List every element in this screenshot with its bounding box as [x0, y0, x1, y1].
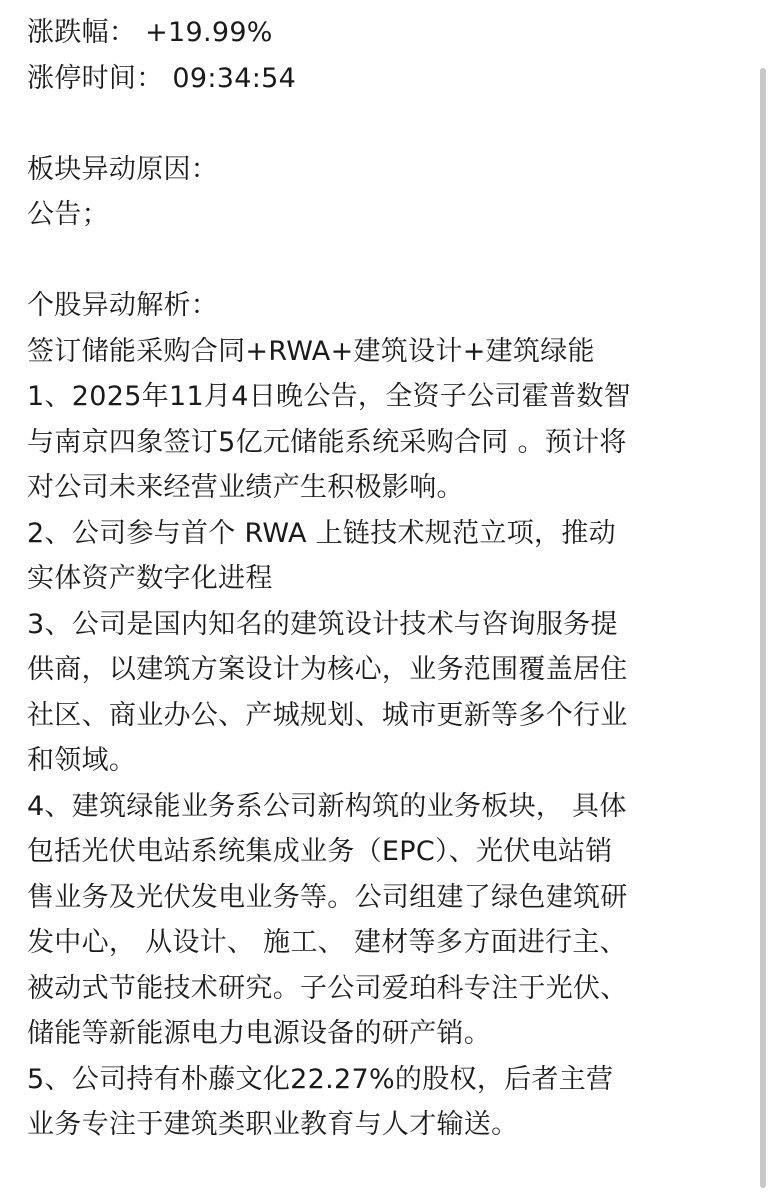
analysis-title: 个股异动解析：	[27, 290, 219, 321]
spacer	[27, 238, 749, 284]
analysis-line: 包括光伏电站系统集成业务（EPC）、光伏电站销	[27, 836, 613, 867]
analysis-line: 社区、商业办公、产城规划、城市更新等多个行业	[27, 699, 628, 731]
analysis-line: 4、建筑绿能业务系公司新构筑的业务板块， 具体	[27, 790, 627, 822]
analysis-line: 与南京四象签订5亿元储能系统采购合同 。预计将	[27, 426, 627, 458]
analysis-line: 发中心， 从设计、 施工、 建材等多方面进行主、	[27, 927, 627, 958]
scrollbar[interactable]	[760, 68, 766, 1188]
sector-reason: 公告；	[27, 199, 109, 230]
analysis-line: 实体资产数字化进程	[27, 563, 273, 594]
analysis-line: 对公司未来经营业绩产生积极影响。	[27, 472, 464, 503]
analysis-summary: 签订储能采购合同+RWA+建筑设计+建筑绿能	[27, 335, 595, 367]
analysis-line: 3、公司是国内知名的建筑设计技术与咨询服务提	[27, 608, 618, 640]
analysis-line: 1、2025年11月4日晚公告，全资子公司霍普数智	[27, 381, 631, 412]
limit-up-time: 涨停时间： 09:34:54	[27, 62, 297, 94]
analysis-line: 5、公司持有朴藤文化22.27%的股权，后者主营	[27, 1063, 614, 1095]
analysis-text	[27, 374, 749, 1148]
analysis-line: 售业务及光伏发电业务等。公司组建了绿色建筑研	[27, 881, 628, 913]
analysis-line: 储能等新能源电力电源设备的研产销。	[27, 1018, 492, 1049]
analysis-line: 2、公司参与首个 RWA 上链技术规范立项，推动	[27, 517, 616, 549]
analysis-line: 被动式节能技术研究。子公司爱珀科专注于光伏、	[27, 972, 628, 1004]
price-change: 涨跌幅： +19.99%	[27, 17, 273, 48]
article-body	[27, 10, 749, 1148]
spacer	[27, 101, 749, 147]
sector-title: 板块异动原因：	[27, 153, 219, 185]
analysis-line: 供商，以建筑方案设计为核心，业务范围覆盖居住	[27, 654, 628, 685]
analysis-line: 和领域。	[27, 745, 137, 776]
analysis-line: 业务专注于建筑类职业教育与人才输送。	[27, 1109, 519, 1140]
